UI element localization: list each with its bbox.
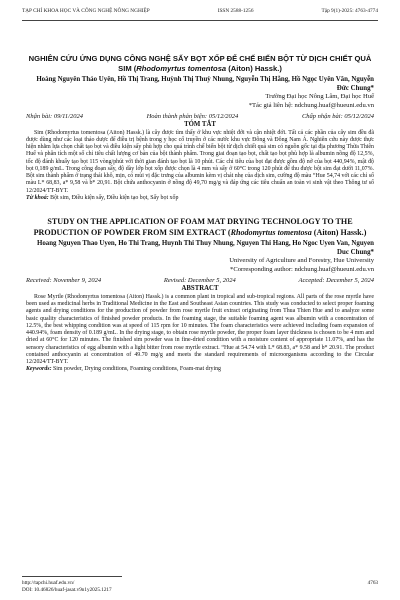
abstract-vietnamese: Sim (Rhodomyrtus tomentosa (Aiton) Hassk.) là cây được tìm thấy ở khu vực nhiệt đới và cận nhiệt đới. Tất cả các phần của cây sim đều đã được dùng như các loại thảo dược để điều trị bệnh trong y học cổ truyền ở các nước khu vực Đông và Đông Nam Á. Nghiên cứu này được thực hiện nhằm lựa chọn chất tạo bọt và điều kiện sấy phù hợp cho quá trình chế biến bột từ dịch chiết quả sim có nguồn gốc tại địa phương Thừa Thiên Huế và phân tích một số chỉ tiêu chất lượng cơ bản của bột thành phẩm. Trong giai đoạn tạo bọt, chất tạo bọt phù hợp là albumin nồng độ 12,5%, tốc độ đánh khuấy tạo bọt 115 vòng/phút với thời gian đánh tạo bọt là 10 phút. Các chỉ tiêu của bọt đạt được gồm độ nở của bọt 440,94%, mật độ bọt 0,189 g/mL. Trong công đoạn sấy, độ dày lớp bọt xốp được chọn là 4 mm và sấy ở 60°C trong 120 phút để thu được bột sim đạt dưới 11,07%. Bột sim thành phẩm ở trạng thái khô, mịn, có mùi vị đặc trưng của albumin kèm vị chát nhẹ của dịch sim, cường độ màu “Hue 54,74 với các chỉ số màu L* 68,83, a* 9,58 và b* 20,91. Bột chứa anthocyanin ở nồng độ 49,70 mg/g và đáp ứng các tiêu chuẩn an toàn vi sinh vật theo Thông tư số 12/2024/TT-BYT. xyxy=(26,129,374,194)
journal-name: TẠP CHÍ KHOA HỌC VÀ CÔNG NGHỆ NÔNG NGHIỆP xyxy=(22,8,150,14)
title-en-main: STUDY ON THE APPLICATION OF FOAM MAT DRYING TECHNOLOGY TO THE PRODUCTION OF POWDER FROM SIM EXTRACT ( xyxy=(33,217,353,238)
corresponding-vietnamese: *Tác giả liên hệ: ndchung.huaf@hueuni.edu.vn xyxy=(248,101,374,109)
accepted-en: Accepted: December 5, 2024 xyxy=(298,277,374,285)
title-english xyxy=(26,216,374,238)
abstract-english: Rose Myrtle (Rhodomyrtus tomentosa (Aiton) Hassk.) is a common plant in tropical and sub-tropical regions. All parts of the rose myrtle have been used as medicinal herbs in Traditional Medicine in the East and Southeast Asian countries. This study was conducted to select proper foaming agents and drying conditions for the production of powder from rose myrtle fruit extract originating from Thua Thien Hue and to analyze some basic quality characteristics of finished powder products. In the foaming stage, the suitable foaming agent was albumin with a concentration of 12.5%, the best whipping condition was at speed of 115 rpm for 10 minutes. The foam characteristics were achieved including foam expansion of 440.94%, foam density of 0.189 g/mL. In the drying stage, to obtain rose myrtle powder, the proper foam layer thickness is chosen to be 4 mm and dried at 60°C for 120 minutes. The finished sim powder was in fine-dried condition with a moisture content of appropriate 11.07%, and has the sensory characteristics of egg albumin with a light bitter from rose myrtle extract. “Hue at 54.74 with L* 68.83, a* 9.58 and b* 20.91. The product contained anthocyanin at concentration of 49.70 mg/g and meets the standard requirements of microorganisms according to the Circular 12/2024/TT-BYT. xyxy=(26,293,374,366)
affiliation-vietnamese: Trường Đại học Nông Lâm, Đại học Huế xyxy=(265,93,374,100)
received-vi: Nhận bài: 09/11/2024 xyxy=(26,113,83,121)
dates-english xyxy=(26,276,374,285)
title-vi-tail: (Aiton) Hassk.) xyxy=(226,64,282,73)
title-en-tail: (Aiton) Hassk.) xyxy=(311,228,367,238)
keywords-vietnamese: Từ khoá: Bột sim, Điều kiện sấy, Điều kiện tạo bọt, Sấy bọt xốp xyxy=(26,194,179,201)
title-en-species: Rhodomyrtus tomentosa xyxy=(230,228,312,238)
keywords-english: Keywords: Sim powder, Drying conditions, Foaming conditions, Foam-mat drying xyxy=(26,366,221,373)
header-divider xyxy=(22,20,378,21)
article-body xyxy=(26,24,374,374)
journal-url-link[interactable]: http://tapchi.huaf.edu.vn/ xyxy=(22,580,75,586)
journal-volume: Tập 9(1)-2025: 4763-4774 xyxy=(321,8,378,14)
abstract-heading-en: ABSTRACT xyxy=(181,285,219,293)
title-vi-main: NGHIÊN CỨU ỨNG DỤNG CÔNG NGHỆ SẤY BỌT XỐP ĐỂ CHẾ BIẾN BỘT TỪ DỊCH CHIẾT QUẢ SIM ( xyxy=(28,54,372,73)
affiliation-english: University of Agriculture and Forestry, Hue University xyxy=(229,257,374,265)
revised-en: Revised: December 5, 2024 xyxy=(163,277,236,285)
journal-header xyxy=(22,8,378,18)
revised-vi: Hoàn thành phản biện: 05/12/2024 xyxy=(146,113,239,121)
doi-text: DOI: 10.46826/huaf-jasat.v9n1y2025.1217 xyxy=(22,587,112,593)
authors-vietnamese: Hoàng Nguyên Thảo Uyên, Hồ Thị Trang, Huỳnh Thị Thuỳ Nhung, Nguyễn Thị Hằng, Hồ Ngọc Uyên Vân, Nguyễn Đức Chung* xyxy=(36,76,374,92)
abstract-heading-vi: TÓM TẮT xyxy=(184,121,216,129)
authors-english: Hoang Nguyen Thao Uyen, Ho Thi Trang, Huynh Thi Thuy Nhung, Nguyen Thi Hang, Ho Ngoc Uyen Van, Nguyen Duc Chung* xyxy=(36,240,374,257)
footer-divider xyxy=(22,576,122,577)
page-number: 4763 xyxy=(367,580,378,586)
received-en: Received: November 9, 2024 xyxy=(26,277,102,285)
title-vietnamese xyxy=(26,54,374,74)
page-footer xyxy=(22,580,378,594)
accepted-vi: Chấp nhận bài: 05/12/2024 xyxy=(301,113,374,121)
corresponding-english: *Corresponding author: ndchung.huaf@hueuni.edu.vn xyxy=(230,265,374,273)
dates-vietnamese xyxy=(26,112,374,121)
journal-issn: ISSN 2588-1256 xyxy=(217,8,254,14)
title-vi-species: Rhodomyrtus tomentosa xyxy=(136,64,227,73)
